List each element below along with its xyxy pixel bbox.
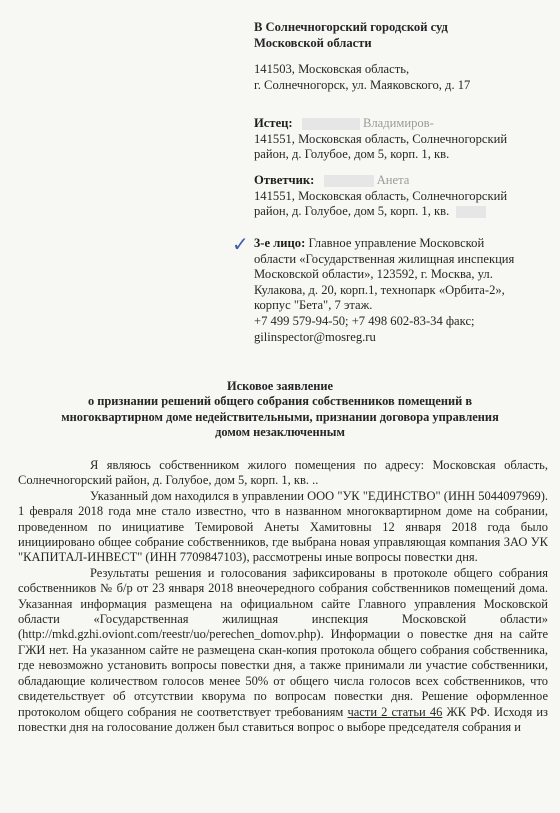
defendant-label: Ответчик: bbox=[254, 173, 315, 187]
third-party-line2: области «Государственная жилищная инспекция bbox=[254, 251, 515, 266]
redacted-name bbox=[324, 175, 374, 187]
plaintiff-name: Владимиров- bbox=[362, 116, 434, 130]
defendant-address-line2: район, д. Голубое, дом 5, корп. 1, кв. bbox=[254, 204, 450, 219]
defendant-address-line1: 141551, Московская область, Солнечногорский bbox=[254, 188, 508, 203]
court-address bbox=[254, 62, 554, 93]
plaintiff-address-line2: район, д. Голубое, дом 5, корп. 1, кв. bbox=[254, 147, 450, 162]
title-line4: домом незаключенным bbox=[215, 424, 345, 439]
document-title bbox=[40, 379, 520, 440]
paragraph-1-text: Я являюсь собственником жилого помещения по адресу: Московская область, Солнечногорский район, д. Голубое, дом 5, корп. 1, кв. .. bbox=[18, 458, 548, 488]
plaintiff-block bbox=[254, 116, 507, 163]
plaintiff-label: Истец: bbox=[254, 116, 293, 130]
court-address-line2: г. Солнечногорск, ул. Маяковского, д. 17 bbox=[254, 77, 471, 92]
checkmark-icon: ✓ bbox=[232, 232, 249, 256]
third-party-label: 3-е лицо: bbox=[254, 236, 306, 250]
document-body bbox=[18, 458, 548, 735]
court-name bbox=[254, 20, 554, 51]
title-line1: Исковое заявление bbox=[226, 379, 334, 393]
paragraph bbox=[18, 566, 548, 735]
paragraph-2-text: Указанный дом находился в управлении ООО "УК "ЕДИНСТВО" (ИНН 5044097969). 1 февраля 2018 года мне стало известно, что в названном многоквартирном доме на собрании, проведенном по инициативе Темировой Анеты Хамитовны 12 января 2018 года было инициировано общее собрание собственников, где выбрана новая управляющая компания ЗАО УК "КАПИТАЛ-ИНВЕСТ" (ИНН 7709847103), рассмотрены иные вопросы повестки дня. bbox=[18, 488, 548, 565]
third-party-line3: Московской области», 123592, г. Москва, ул. bbox=[254, 267, 493, 282]
third-party-line4: Кулакова, д. 20, корп.1, технопарк «Орбита-2», bbox=[254, 282, 505, 297]
redacted-apartment bbox=[456, 206, 486, 218]
law-article-link[interactable]: части 2 статьи 46 bbox=[347, 704, 443, 719]
redacted-name bbox=[302, 118, 360, 130]
court-name-line1: В Солнечногорский городской суд bbox=[254, 20, 448, 34]
third-party-line1: Главное управление Московской bbox=[308, 236, 485, 250]
title-line3: многоквартирном доме недействительными, признании договора управления bbox=[61, 409, 499, 424]
plaintiff-address-line1: 141551, Московская область, Солнечногорский bbox=[254, 131, 508, 146]
third-party-block bbox=[254, 236, 514, 345]
paragraph-3-text: Результаты решения и голосования зафиксированы в протоколе общего собрания собственников № б/р от 23 января 2018 внеочередного собрания собственников помещений дома. Указанная информация размещена на официальном сайте Главного управления Московской области «Государственная жилищная инспекция Московской области» (http://mkd.gzhi.oviont.com/reestr/uo/perechen_domov.php). Информации о повестке дня на сайте ГЖИ нет. На указанном сайте не размещена скан-копия протокола общего собрания собственника, где невозможно установить вопросы повестки дня, а также принимали ли участие собственники, обладающие количеством голосов менее 50% от общего числа голосов всех собственников, что свидетельствует об отсутствии кворума по вопросам повестки дня. Решение оформленное протоколом общего собрания не соответствует требованиям bbox=[18, 565, 548, 719]
defendant-block bbox=[254, 173, 507, 220]
court-address-line1: 141503, Московская область, bbox=[254, 62, 410, 76]
court-name-line2: Московской области bbox=[254, 35, 372, 50]
third-party-line6: +7 499 579-94-50; +7 498 602-83-34 факс; bbox=[254, 313, 475, 328]
paragraph bbox=[18, 489, 548, 566]
third-party-line5: корпус "Бета", 7 этаж. bbox=[254, 298, 373, 313]
defendant-name: Анета bbox=[376, 173, 410, 187]
paragraph bbox=[18, 458, 548, 489]
paragraph-3-text-continued: ЖК РФ. Исходя из повестки дня на голосование должен был ставиться вопрос о выборе председателя собрания и bbox=[18, 704, 548, 734]
third-party-email: gilinspector@mosreg.ru bbox=[254, 329, 376, 344]
title-line2: о признании решений общего собрания собственников помещений в bbox=[87, 394, 473, 409]
